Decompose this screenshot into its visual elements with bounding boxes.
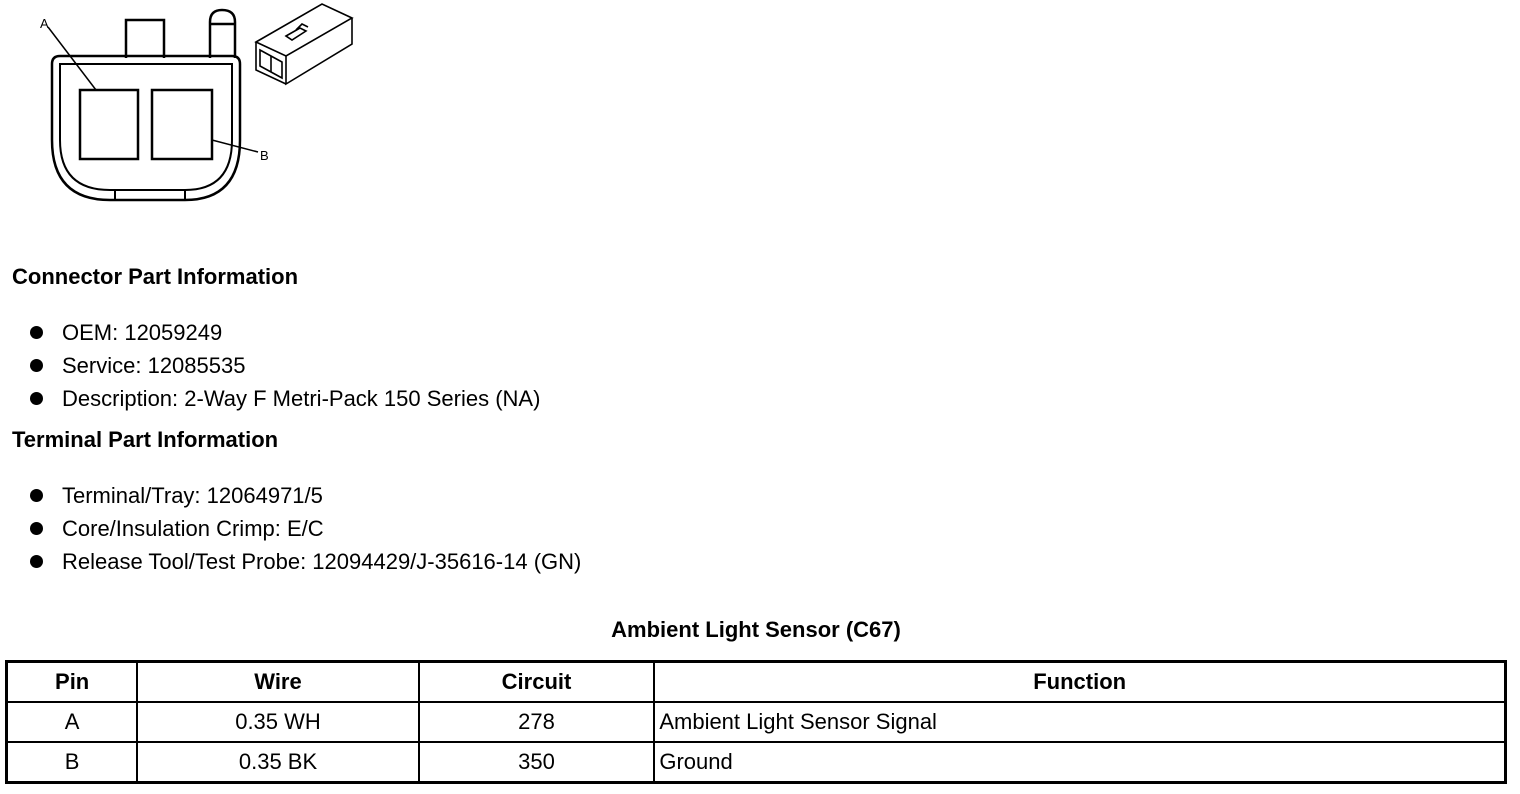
cell-circuit: 278 <box>419 702 655 742</box>
list-item <box>28 479 581 512</box>
callout-b-label: B <box>260 148 269 163</box>
cell-pin: A <box>7 702 138 742</box>
bullet-icon <box>30 359 43 372</box>
cavity-a <box>80 90 138 159</box>
list-item <box>28 382 540 415</box>
terminal-info-heading: Terminal Part Information <box>12 427 279 452</box>
cell-wire: 0.35 WH <box>137 702 418 742</box>
bullet-icon <box>30 326 43 339</box>
connector-isometric-icon <box>256 4 352 84</box>
terminal-crimp-text: Core/Insulation Crimp: E/C <box>62 516 324 541</box>
list-item <box>28 512 581 545</box>
bullet-icon <box>30 489 43 502</box>
connector-info-heading: Connector Part Information <box>12 264 299 289</box>
connector-lock-finger <box>210 10 235 58</box>
table-header-row <box>7 662 1506 703</box>
callout-b-leader <box>212 140 258 152</box>
connector-service-text: Service: 12085535 <box>62 353 246 378</box>
cell-function: Ambient Light Sensor Signal <box>654 702 1505 742</box>
table-row <box>7 702 1506 742</box>
terminal-release-tool-text: Release Tool/Test Probe: 12094429/J-35616-14 (GN) <box>62 549 582 574</box>
column-header-function: Function <box>654 662 1505 703</box>
column-header-wire: Wire <box>137 662 418 703</box>
cell-wire: 0.35 BK <box>137 742 418 783</box>
connector-description-text: Description: 2-Way F Metri-Pack 150 Series (NA) <box>62 386 541 411</box>
connector-info-list <box>28 316 540 415</box>
pin-table <box>5 660 1507 784</box>
pin-table-title: Ambient Light Sensor (C67) <box>611 617 901 642</box>
list-item <box>28 316 540 349</box>
list-item <box>28 545 581 578</box>
cavity-b <box>152 90 212 159</box>
cell-function: Ground <box>654 742 1505 783</box>
connector-latch <box>126 20 164 58</box>
connector-face-diagram <box>0 0 380 220</box>
column-header-pin: Pin <box>7 662 138 703</box>
terminal-tray-text: Terminal/Tray: 12064971/5 <box>62 483 323 508</box>
cell-pin: B <box>7 742 138 783</box>
list-item <box>28 349 540 382</box>
column-header-circuit: Circuit <box>419 662 655 703</box>
connector-oem-text: OEM: 12059249 <box>62 320 223 345</box>
bullet-icon <box>30 392 43 405</box>
callout-a-label: A <box>40 16 49 31</box>
bullet-icon <box>30 555 43 568</box>
bullet-icon <box>30 522 43 535</box>
terminal-info-list <box>28 479 581 578</box>
cell-circuit: 350 <box>419 742 655 783</box>
connector-housing-inner <box>60 64 232 190</box>
table-row <box>7 742 1506 783</box>
